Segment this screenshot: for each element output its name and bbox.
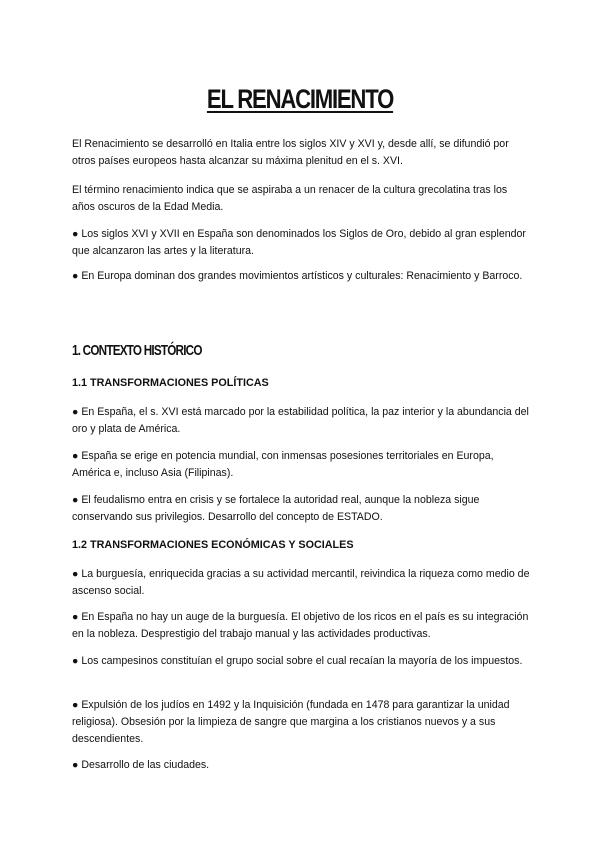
list-item: ● España se erige en potencia mundial, con inmensas posesiones territoriales en Europa, América e, incluso Asia (Filipinas).	[72, 450, 494, 479]
intro-bullet-1: ● Los siglos XVI y XVII en España son denominados los Siglos de Oro, debido al gran esplendor que alcanzaron las artes y la literatura.	[72, 228, 526, 257]
subsection-title-economicas: 1.2 TRANSFORMACIONES ECONÓMICAS Y SOCIALES	[72, 539, 354, 551]
list-item: ● En España no hay un auge de la burguesía. El objetivo de los ricos en el país es su integración en la nobleza. Desprestigio del trabajo manual y las actividades productivas.	[72, 611, 529, 640]
list-item: ● El feudalismo entra en crisis y se fortalece la autoridad real, aunque la nobleza sigue conservando sus privilegios. Desarrollo del concepto de ESTADO.	[72, 494, 480, 523]
section-title-contexto: 1. CONTEXTO HISTÓRICO	[72, 342, 202, 359]
intro-paragraph-2: El término renacimiento indica que se aspiraba a un renacer de la cultura grecolatina tras los años oscuros de la Edad Media.	[72, 184, 508, 213]
list-item: ● Expulsión de los judíos en 1492 y la Inquisición (fundada en 1478 para garantizar la unidad religiosa). Obsesión por la limpieza de sangre que margina a los cristianos nuevos y a sus descendientes.	[72, 699, 510, 745]
list-item: ● Desarrollo de las ciudades.	[72, 759, 210, 771]
document-title: EL RENACIMIENTO	[206, 84, 394, 114]
intro-paragraph-1: El Renacimiento se desarrolló en Italia entre los siglos XIV y XVI y, desde allí, se difundió por otros países europeos hasta alcanzar su máxima plenitud en el s. XVI.	[72, 138, 509, 167]
list-item: ● En España, el s. XVI está marcado por la estabilidad política, la paz interior y la abundancia del oro y plata de América.	[72, 406, 529, 435]
list-item: ● Los campesinos constituían el grupo social sobre el cual recaían la mayoría de los impuestos.	[72, 655, 523, 667]
intro-bullet-2: ● En Europa dominan dos grandes movimientos artísticos y culturales: Renacimiento y Barroco.	[72, 270, 523, 282]
subsection-title-politicas: 1.1 TRANSFORMACIONES POLÍTICAS	[72, 377, 269, 389]
list-item: ● La burguesía, enriquecida gracias a su actividad mercantil, reivindica la riqueza como medio de ascenso social.	[72, 568, 530, 597]
